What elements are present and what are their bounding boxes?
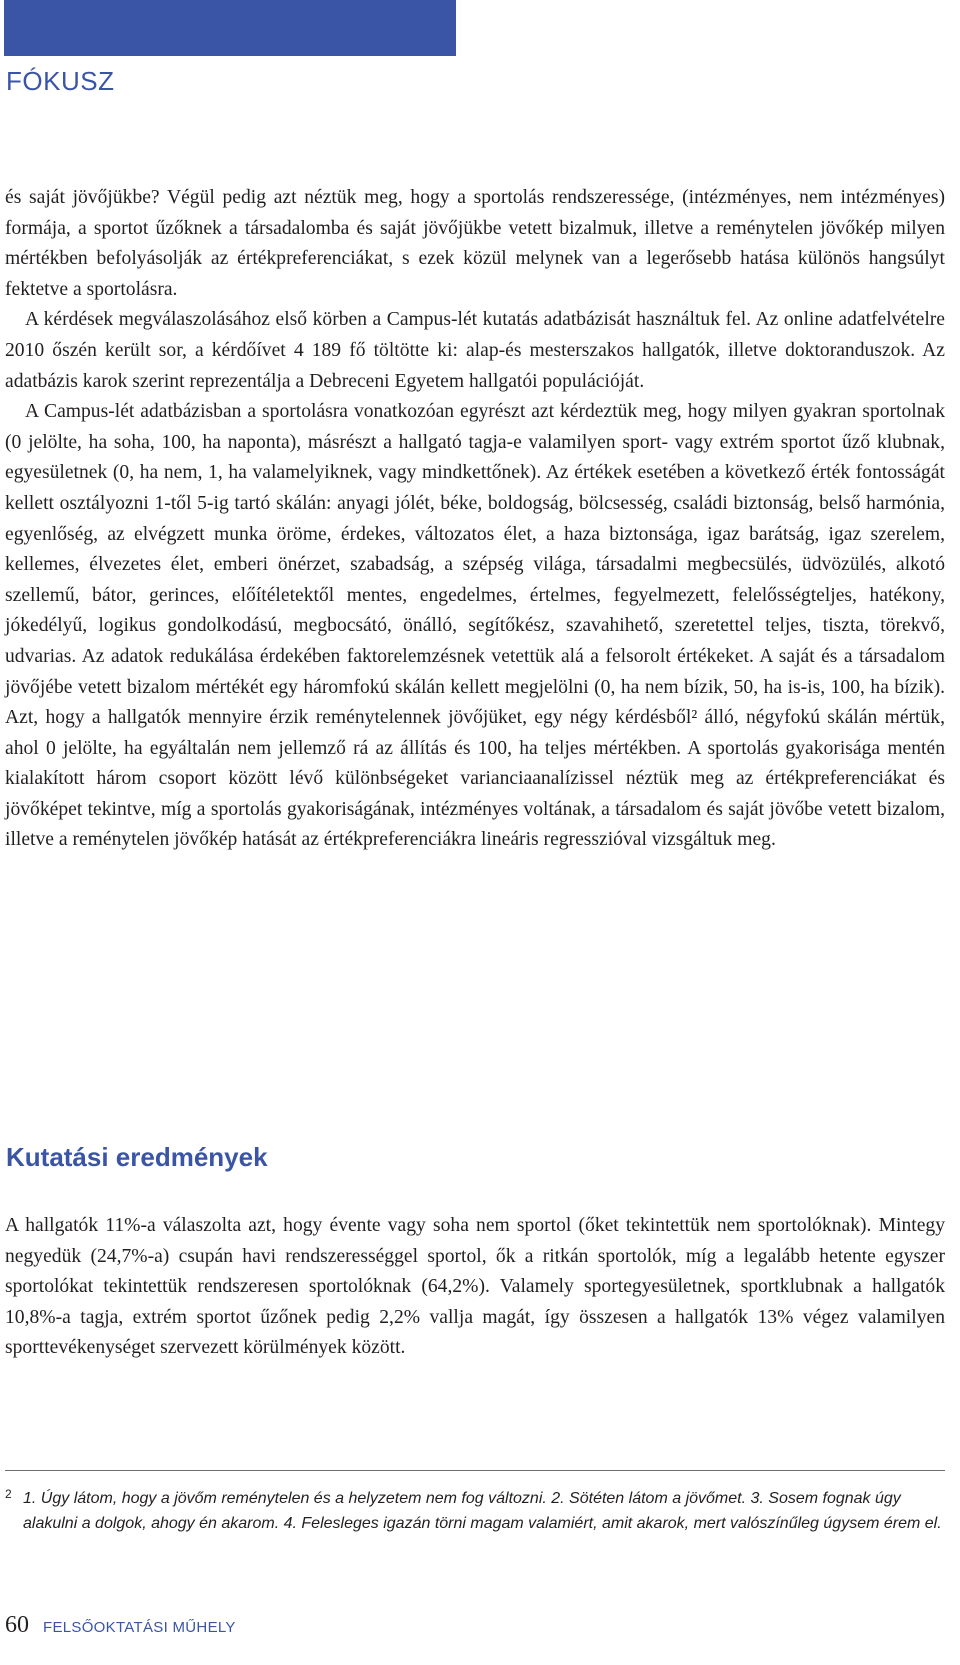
footnote-divider [5, 1470, 945, 1471]
results-text [5, 1211, 945, 1364]
journal-name: FELSŐOKTATÁSI MŰHELY [43, 1619, 236, 1636]
section-label: FÓKUSZ [6, 66, 115, 96]
intro-paragraph: A kérdések megválaszolásához első körben a Campus-lét kutatás adatbázisát használtuk fel. Az online adatfelvételre 2010 őszén került sor, a kérdőívet 4 189 fő töltötte ki: alap-és mesterszakos hallgatók, illetve doktoranduszok. Az adatbázis karok szerint reprezentálja a Debreceni Egyetem hallgatói populációját. [5, 309, 945, 392]
results-paragraph: A hallgatók 11%-a válaszolta azt, hogy évente vagy soha nem sportol (őket tekintettük nem sportolóknak). Mintegy negyedük (24,7%-a) csupán havi rendszerességgel sportol, ők a ritkán sportolók, míg a legalább hetente egyszer sportolókat tekintettük rendszeresen sportolóknak (64,2%). Valamely sportegyesületnek, sportklubnak a hallgatók 10,8%-a tagja, extrém sportot űzőnek pedig 2,2% vallja magát, így összesen a hallgatók 13% végez valamilyen sporttevékenységet szervezett körülmények között. [5, 1215, 945, 1359]
page-footer [5, 1612, 236, 1639]
footnote-marker: 2 [5, 1487, 12, 1501]
intro-text [5, 183, 945, 856]
page-number: 60 [5, 1612, 29, 1638]
intro-paragraph: és saját jövőjükbe? Végül pedig azt néztük meg, hogy a sportolás rendszeressége, (intézményes, nem intézményes) formája, a sportot űzőknek a társadalomba és saját jövőjükbe vetett bizalmuk, illetve a reménytelen jövőkép milyen mértékben befolyásolják az értékpreferenciákat, s ezek közül melynek van a legerősebb hatása különös hangsúlyt fektetve a sportolásra. [5, 187, 945, 300]
footnote-text: 1. Úgy látom, hogy a jövőm reménytelen és a helyzetem nem fog változni. 2. Sötéten látom a jövőmet. 3. Sosem fognak úgy alakulni a dolgok, ahogy én akarom. 4. Felesleges igazán törni magam valamiért, amit akarok, mert valószínűleg úgysem érem el. [23, 1490, 942, 1532]
results-heading: Kutatási eredmények [6, 1142, 268, 1172]
header-color-bar [4, 0, 456, 56]
footnote [5, 1486, 945, 1536]
intro-paragraph: A Campus-lét adatbázisban a sportolásra vonatkozóan egyrészt azt kérdeztük meg, hogy milyen gyakran sportolnak (0 jelölte, ha soha, 100, ha naponta), másrészt a hallgató tagja-e valamilyen sport- vagy extrém sportot űző klubnak, egyesületnek (0, ha nem, 1, ha valamelyiknek, vagy mindkettőnek). Az értékek esetében a következő érték fontosságát kellett osztályozni 1-től 5-ig tartó skálán: anyagi jólét, béke, boldogság, bölcsesség, családi biztonság, belső harmónia, egyenlőség, az elvégzett munka öröme, érdekes, változatos élet, a haza biztonsága, igaz barátság, igaz szerelem, kellemes, élvezetes élet, emberi önérzet, szabadság, a szépség világa, társadalmi megbecsülés, üdvözülés, alkotó szellemű, bátor, gerinces, előítéletektől mentes, engedelmes, értelmes, fegyelmezett, felelősségteljes, hatékony, jókedélyű, logikus gondolkodású, megbocsátó, önálló, segítőkész, szavahihető, szeretettel teljes, tiszta, törekvő, udvarias. Az adatok redukálása érdekében faktorelemzésnek vetettük alá a felsorolt értékeket. A saját és a társadalom jövőjébe vetett bizalom mértékét egy háromfokú skálán kellett megjelölni (0, ha nem bízik, 50, ha is-is, 100, ha bízik). Azt, hogy a hallgatók mennyire érzik reménytelennek jövőjüket, egy négy kérdésből² álló, négyfokú skálán mértük, ahol 0 jelölte, ha egyáltalán nem jellemző rá az állítás és 100, ha teljes mértékben. A sportolás gyakorisága mentén kialakított három csoport között lévő különbségeket varianciaanalízissel néztük meg az értékpreferenciákat és jövőképet tekintve, míg a sportolás gyakoriságának, intézményes voltának, a társadalom és saját jövőbe vetett bizalom, illetve a reménytelen jövőkép hatását az értékpreferenciákra lineáris regresszióval vizsgáltuk meg. [5, 401, 945, 851]
